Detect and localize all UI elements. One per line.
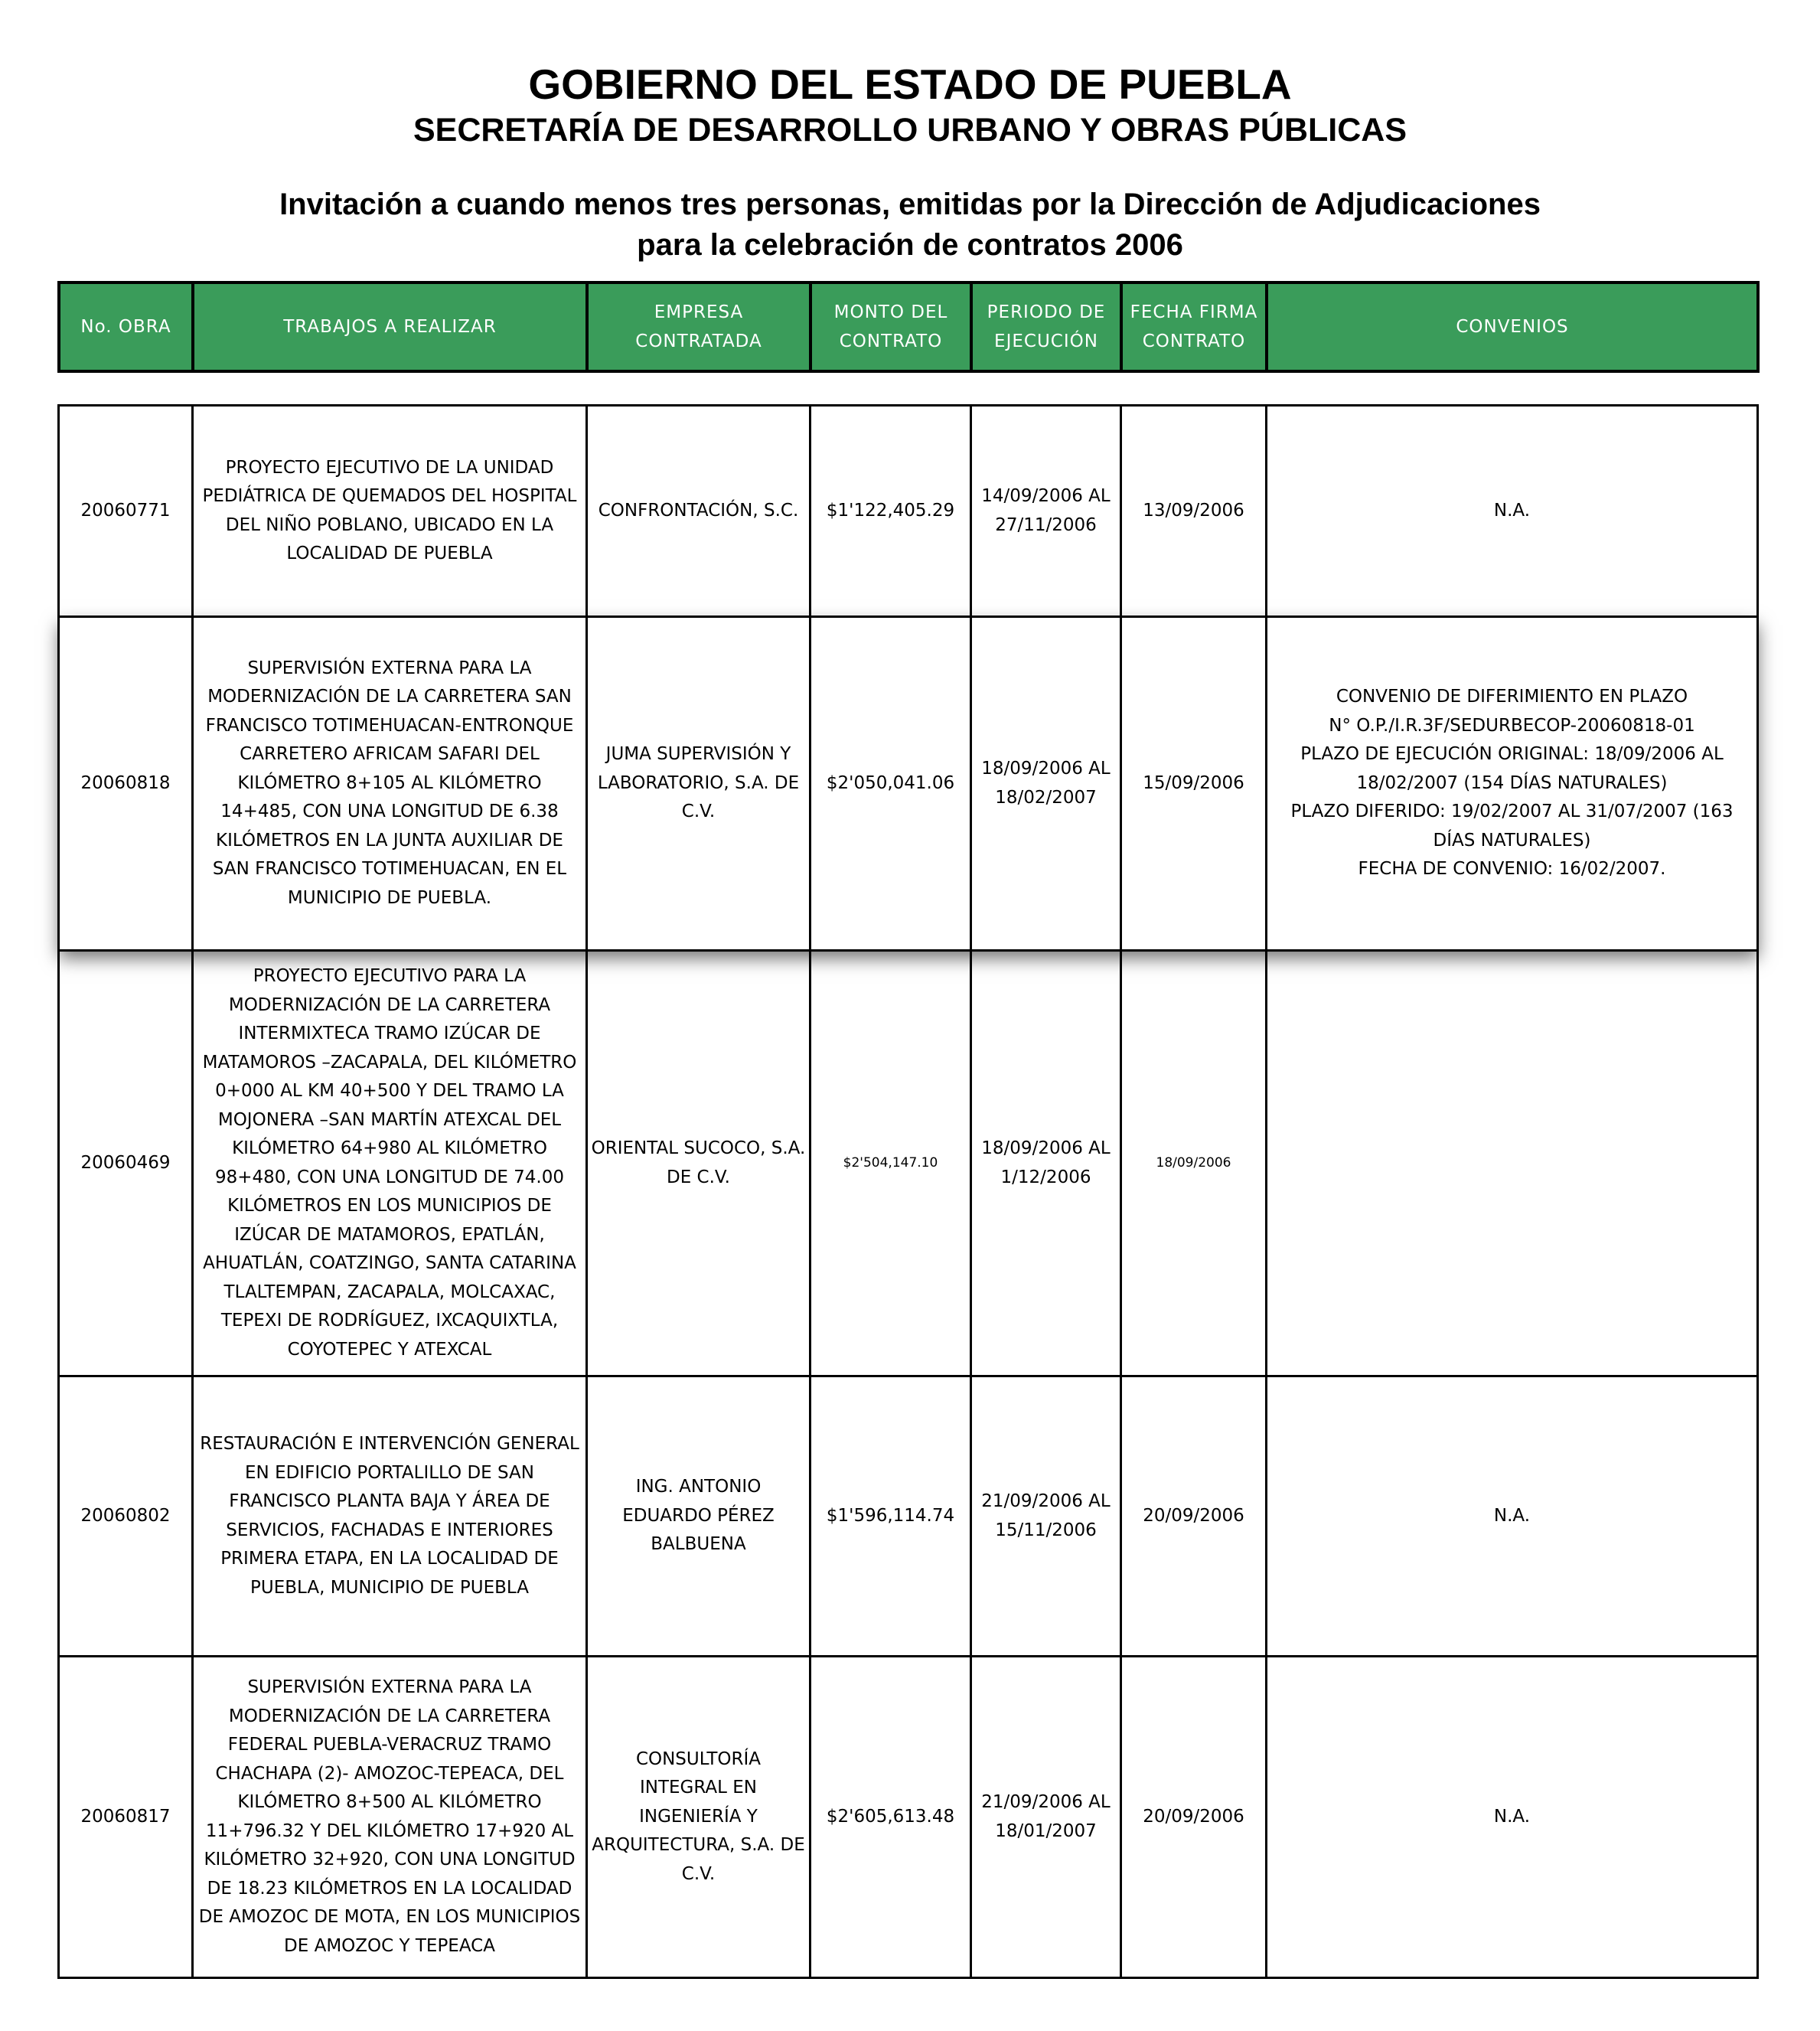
cell-no-obra: 20060802 bbox=[59, 1376, 193, 1657]
cell-periodo: 14/09/2006 AL 27/11/2006 bbox=[971, 406, 1121, 617]
cell-convenios: N.A. bbox=[1267, 1657, 1758, 1978]
convenio-line: PLAZO DIFERIDO: 19/02/2007 AL 31/07/2007 (163 DÍAS NATURALES) bbox=[1290, 802, 1734, 851]
cell-periodo: 21/09/2006 AL 15/11/2006 bbox=[971, 1376, 1121, 1657]
contracts-table-header bbox=[57, 281, 1760, 373]
column-header-trabajos: TRABAJOS A REALIZAR bbox=[193, 282, 587, 371]
cell-no-obra: 20060817 bbox=[59, 1657, 193, 1978]
column-header-no-obra: No. OBRA bbox=[59, 282, 193, 371]
cell-convenios: N.A. bbox=[1267, 1376, 1758, 1657]
header-row bbox=[59, 282, 1758, 371]
cell-monto: $1'122,405.29 bbox=[811, 406, 971, 617]
table-row bbox=[59, 1657, 1758, 1978]
cell-trabajos: SUPERVISIÓN EXTERNA PARA LA MODERNIZACIÓN DE LA CARRETERA FEDERAL PUEBLA-VERACRUZ TRAMO CHACHAPA (2)- AMOZOC-TEPEACA, DEL KILÓMETRO 8+500 AL KILÓMETRO 11+796.32 Y DEL KILÓMETRO 17+920 AL KILÓMETRO 32+920, CON UNA LONGITUD DE 18.23 KILÓMETROS EN LA LOCALIDAD DE AMOZOC DE MOTA, EN LOS MUNICIPIOS DE AMOZOC Y TEPEACA bbox=[193, 1657, 587, 1978]
cell-convenios bbox=[1267, 951, 1758, 1376]
cell-monto: $2'605,613.48 bbox=[811, 1657, 971, 1978]
table-row bbox=[59, 951, 1758, 1376]
cell-empresa: CONFRONTACIÓN, S.C. bbox=[587, 406, 811, 617]
cell-empresa: JUMA SUPERVISIÓN Y LABORATORIO, S.A. DE C.V. bbox=[587, 617, 811, 951]
column-header-empresa: EMPRESA CONTRATADA bbox=[587, 282, 811, 371]
cell-empresa: ORIENTAL SUCOCO, S.A. DE C.V. bbox=[587, 951, 811, 1376]
cell-empresa: ING. ANTONIO EDUARDO PÉREZ BALBUENA bbox=[587, 1376, 811, 1657]
page-title: GOBIERNO DEL ESTADO DE PUEBLA bbox=[528, 60, 1292, 108]
cell-convenios: N.A. bbox=[1267, 406, 1758, 617]
column-header-periodo: PERIODO DE EJECUCIÓN bbox=[971, 282, 1121, 371]
heading-line-1: Invitación a cuando menos tres personas, emitidas por la Dirección de Adjudicaciones bbox=[279, 188, 1541, 221]
cell-fecha: 13/09/2006 bbox=[1121, 406, 1267, 617]
cell-trabajos: SUPERVISIÓN EXTERNA PARA LA MODERNIZACIÓN DE LA CARRETERA SAN FRANCISCO TOTIMEHUACAN-ENTRONQUE CARRETERO AFRICAM SAFARI DEL KILÓMETRO 8+105 AL KILÓMETRO 14+485, CON UNA LONGITUD DE 6.38 KILÓMETROS EN LA JUNTA AUXILIAR DE SAN FRANCISCO TOTIMEHUACAN, EN EL MUNICIPIO DE PUEBLA. bbox=[193, 617, 587, 951]
cell-fecha: 15/09/2006 bbox=[1121, 617, 1267, 951]
page-subtitle: SECRETARÍA DE DESARROLLO URBANO Y OBRAS PÚBLICAS bbox=[413, 112, 1407, 149]
table-row bbox=[59, 617, 1758, 951]
convenio-line: N° O.P./I.R.3F/SEDURBECOP-20060818-01 bbox=[1329, 715, 1695, 736]
cell-periodo: 18/09/2006 AL 1/12/2006 bbox=[971, 951, 1121, 1376]
heading-line-2: para la celebración de contratos 2006 bbox=[637, 228, 1183, 262]
cell-convenios bbox=[1267, 617, 1758, 951]
table-row bbox=[59, 1376, 1758, 1657]
column-header-monto: MONTO DEL CONTRATO bbox=[811, 282, 971, 371]
cell-fecha: 20/09/2006 bbox=[1121, 1376, 1267, 1657]
cell-empresa: CONSULTORÍA INTEGRAL EN INGENIERÍA Y ARQUITECTURA, S.A. DE C.V. bbox=[587, 1657, 811, 1978]
convenio-line: PLAZO DE EJECUCIÓN ORIGINAL: 18/09/2006 AL 18/02/2007 (154 DÍAS NATURALES) bbox=[1300, 744, 1724, 793]
cell-no-obra: 20060469 bbox=[59, 951, 193, 1376]
cell-monto: $1'596,114.74 bbox=[811, 1376, 971, 1657]
cell-fecha: 18/09/2006 bbox=[1121, 951, 1267, 1376]
cell-trabajos: RESTAURACIÓN E INTERVENCIÓN GENERAL EN EDIFICIO PORTALILLO DE SAN FRANCISCO PLANTA BAJA Y ÁREA DE SERVICIOS, FACHADAS E INTERIORES PRIMERA ETAPA, EN LA LOCALIDAD DE PUEBLA, MUNICIPIO DE PUEBLA bbox=[193, 1376, 587, 1657]
cell-periodo: 18/09/2006 AL 18/02/2007 bbox=[971, 617, 1121, 951]
column-header-convenios: CONVENIOS bbox=[1267, 282, 1758, 371]
column-header-fecha: FECHA FIRMA CONTRATO bbox=[1121, 282, 1267, 371]
cell-trabajos: PROYECTO EJECUTIVO PARA LA MODERNIZACIÓN DE LA CARRETERA INTERMIXTECA TRAMO IZÚCAR DE MATAMOROS –ZACAPALA, DEL KILÓMETRO 0+000 AL KM 40+500 Y DEL TRAMO LA MOJONERA –SAN MARTÍN ATEXCAL DEL KILÓMETRO 64+980 AL KILÓMETRO 98+480, CON UNA LONGITUD DE 74.00 KILÓMETROS EN LOS MUNICIPIOS DE IZÚCAR DE MATAMOROS, EPATLÁN, AHUATLÁN, COATZINGO, SANTA CATARINA TLALTEMPAN, ZACAPALA, MOLCAXAC, TEPEXI DE RODRÍGUEZ, IXCAQUIXTLA, COYOTEPEC Y ATEXCAL bbox=[193, 951, 587, 1376]
cell-no-obra: 20060771 bbox=[59, 406, 193, 617]
convenio-line: CONVENIO DE DIFERIMIENTO EN PLAZO bbox=[1336, 687, 1688, 707]
cell-trabajos: PROYECTO EJECUTIVO DE LA UNIDAD PEDIÁTRICA DE QUEMADOS DEL HOSPITAL DEL NIÑO POBLANO, UBICADO EN LA LOCALIDAD DE PUEBLA bbox=[193, 406, 587, 617]
cell-fecha: 20/09/2006 bbox=[1121, 1657, 1267, 1978]
cell-monto: $2'050,041.06 bbox=[811, 617, 971, 951]
convenio-line: FECHA DE CONVENIO: 16/02/2007. bbox=[1358, 859, 1666, 880]
cell-periodo: 21/09/2006 AL 18/01/2007 bbox=[971, 1657, 1121, 1978]
cell-no-obra: 20060818 bbox=[59, 617, 193, 951]
table-row bbox=[59, 406, 1758, 617]
cell-monto: $2'504,147.10 bbox=[811, 951, 971, 1376]
contracts-table bbox=[57, 404, 1759, 1979]
